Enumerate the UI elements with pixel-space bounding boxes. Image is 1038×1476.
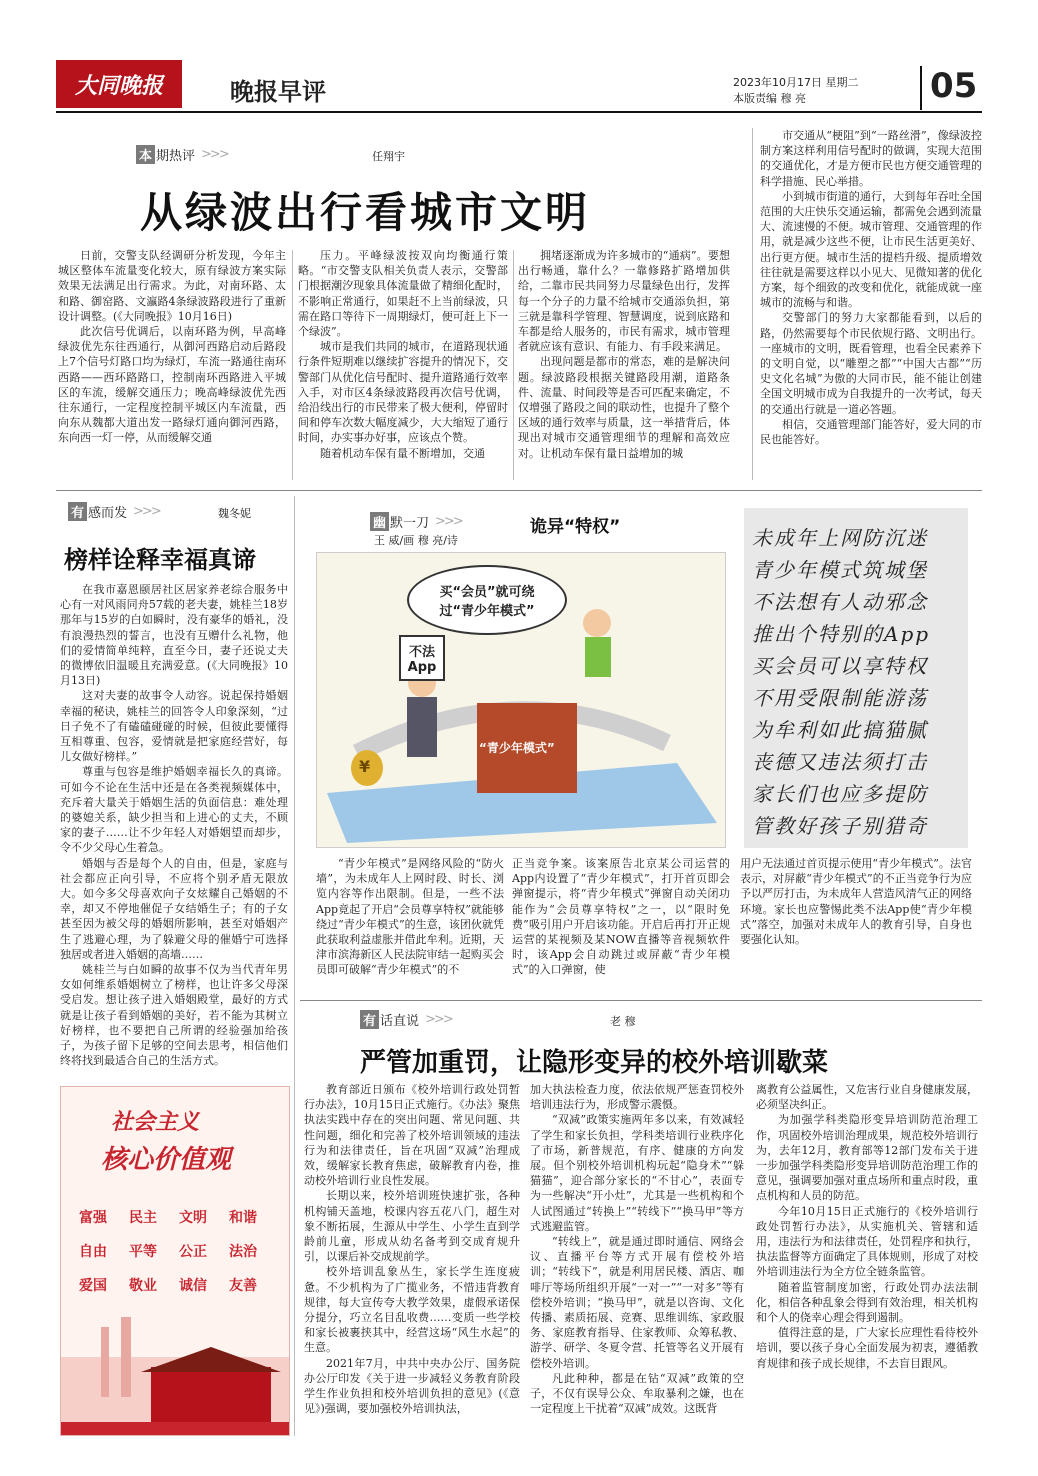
poem-line: 买会员可以享特权	[752, 654, 928, 678]
poster-line-2: 核心价值观	[101, 1145, 232, 1175]
paragraph: 凡此种种，都是在钻“双减”政策的空子，不仅有误导公众、牟取暴利之嫌，也在一定程度上干扰着“双减”成效。这既背	[530, 1371, 744, 1416]
value-word: 友善	[229, 1278, 257, 1294]
hot-col-2	[298, 248, 508, 488]
youhua-tag-text: 话直说	[380, 1014, 420, 1029]
value-word: 爱国	[79, 1278, 107, 1294]
kan-tag	[68, 502, 160, 521]
kan-headline: 榜样诠释幸福真谛	[64, 546, 256, 574]
value-word: 富强	[79, 1210, 107, 1226]
paragraph: 出现问题是都市的常态，难的是解决问题。绿波路段根据关键路段用潮，道路条件、流量、时间段等是否可匹配来确定，不仅增强了路段之间的联动性，也提升了整个区域的通行效率与质量，这一举措背后，体现出对城市交通管理细节的理解和高效应对。让机动车保有量日益增加的城	[518, 355, 730, 460]
cartoon-frame	[316, 552, 726, 848]
paragraph: 随着监管制度加密，行政处罚办法法制化，相信各种乱象会得到有效治理，相关机构和个人的侥幸心理会得到遏制。	[756, 1280, 978, 1325]
section-title: 晚报早评	[230, 77, 326, 106]
tiananmen-illustration	[61, 1317, 290, 1436]
value-word: 公正	[179, 1244, 207, 1260]
youmo-tag	[370, 512, 462, 531]
kan-body	[60, 582, 288, 1072]
paragraph: 拥堵逐渐成为许多城市的“通病”。要想出行畅通，靠什么？一靠修路扩路增加供给，二靠市民共同努力尽量绿色出行，发挥每一个分子的力量不给城市交通添负担，第三就是靠科学管理、智慧调度，说到底路和车都是给人服务的，市民有需求，城市管理者就应该有意识、有能力、有手段来满足。	[518, 249, 730, 354]
arrow-icon: >>>	[435, 514, 462, 529]
logo-text: 大同晚报	[74, 72, 163, 99]
paragraph: “双减”政策实施两年多以来，有效减轻了学生和家长负担，学科类培训行业秩序化了市场，新普规范，有序、健康的方向发展。但个别校外培训机构玩起“隐身术”“躲猫猫”，迎合部分家长的“不甘心”，表面专为一些解决“开小灶”，尤其是一些机构和个人试图通过“转换上”“转线下”“换马甲”等方式逃避监管。	[530, 1113, 744, 1233]
masthead-logo	[56, 60, 182, 108]
kan-tag-text: 感而发	[88, 506, 128, 521]
paragraph: 为加强学科类隐形变异培训防范治理工作，巩固校外培训治理成果，规范校外培训行为，去年12月，教育部等12部门发布关于进一步加强学科类隐形变异培训防范治理工作的意见，强调要加强对重点场所和重点时段，重点机构和人员的防范。	[756, 1113, 978, 1203]
paragraph: 相信，交通管理部门能答好，爱大同的市民也能答好。	[760, 417, 982, 447]
issue-date: 2023年10月17日 星期二	[733, 76, 859, 89]
core-values-poster	[60, 1086, 290, 1436]
paragraph: 日前，交警支队经调研分析发现，今年主城区整体车流量变化较大，原有绿波方案实际效果无法满足出行需求。为此，对南环路、太和路、御窑路、文瀛路4条绿波路段进行了重新设计调整。(《大同晚报》10月16日)	[58, 249, 286, 323]
youhua-tag-box: 有	[360, 1010, 379, 1029]
paragraph: 用户无法通过首页提示使用“青少年模式”。法官表示，对屏蔽“青少年模式”的不正当竞争行为应予以严厉打击，为未成年人营造风清气正的网络环境。家长也应警惕此类不法App使“青少年模式”落空，加强对未成年人的教育引导，自身也要强化认知。	[740, 857, 972, 947]
paragraph: 这对夫妻的故事令人动容。说起保持婚姻幸福的秘诀，姚桂兰的回答令人印象深刻，“过日子免不了有磕磕碰碰的时候，但彼此要懂得互相尊重、包容，爱情就是把家庭经营好，每儿女做好榜样。”	[60, 689, 288, 764]
hot-author: 任翔宇	[372, 150, 405, 163]
paragraph: “青少年模式”是网络风险的“防火墙”，为未成年人上网时段、时长、浏览内容等作出限制。但是，一些不法App竟起了开启“会员尊享特权”就能够绕过“青少年模式”的生意，该团伙就凭此获取利益虚胀并借此牟利。近期，天津市滨海新区人民法院审结一起购买会员即可破解“青少年模式”的不	[316, 857, 504, 977]
poem-line: 不用受限制能游荡	[752, 686, 928, 710]
page-number: 05	[930, 66, 978, 106]
paragraph: 在我市嘉恩颐居社区居家养老综合服务中心有一对风雨同舟57载的老夫妻，姚桂兰18岁那年与15岁的白如瞬时，没有豪华的婚礼，没有浪漫热烈的誓言，也没有互赠什么礼物，他们的爱情简单纯粹，直至今日，妻子还说丈夫的微博依旧温暖且充满爱意。(《大同晚报》10月13日)	[60, 583, 288, 688]
paragraph: 小到城市街道的通行，大到每年吞吐全国范围的大庄快乐交通运输，都需免会遇到流量大、流速慢的不便。城市管理、交通管理的作用，就是减少这些不便，让市民生活更美好、出行更方便。城市生活的提档升级、提质增效往往就是需要这样以小见大、见微知著的优化方案，每个细致的改变和优化，就能成就一座城市的流畅与和谐。	[760, 189, 982, 310]
paragraph: 离教育公益属性，又危害行业自身健康发展，必须坚决纠正。	[756, 1083, 978, 1112]
header-divider	[920, 66, 922, 110]
masthead-rule	[56, 111, 982, 113]
paragraph: 尊重与包容是维护婚姻幸福长久的真谛。可如今不论在生活中还是在各类视频媒体中，充斥着大量关于婚姻生活的负面信息：难处理的婆媳关系，缺少担当和上进心的丈夫，不顾家的妻子……让不少年轻人对婚姻望而却步，令不少父母心生着急。	[60, 765, 288, 855]
paragraph: 值得注意的是，广大家长应理性看待校外培训，要以孩子身心全面发展为初衷，遵循教育规律和孩子成长规律，不去盲目跟风。	[756, 1326, 978, 1370]
paragraph: “转线上”，就是通过即时通信、网络会议、直播平台等方式开展有偿校外培训；“转线下”，就是利用居民楼、酒店、咖啡厅等场所组织开展“一对一”“一对多”等有偿校外培训；“换马甲”，就是以咨询、文化传播、素质拓展、竞赛、思维训练、家政服务、家庭教育指导、住家教师、众筹私教、游学、研学、冬夏令营、托管等名义开展有偿校外培训。	[530, 1235, 744, 1370]
arrow-icon: >>>	[133, 504, 160, 519]
hot-tag	[136, 145, 228, 164]
column-divider	[513, 250, 514, 480]
youmo-headline: 诡异“特权”	[530, 517, 621, 537]
youmo-col-3	[740, 856, 972, 996]
youhua-tag	[360, 1010, 452, 1029]
wall-label: “青少年模式”	[479, 741, 555, 755]
youmo-authors: 王 威/画 穆 亮/诗	[374, 534, 458, 547]
youhua-headline: 严管加重罚，让隐形变异的校外培训歇菜	[360, 1048, 829, 1078]
poem-line: 为牟利如此搞猫腻	[752, 718, 928, 742]
kan-author: 魏冬妮	[218, 507, 251, 520]
paragraph: 校外培训乱象丛生，家长学生连度疲惫。不少机构为了广揽业务，不惜违背教育规律，每大宣传夸大教学效果，虚假承诺保分提分，巧立名目乱收费……变质一些学校和家长被裹挟其中，经营这场“风生水起”的生意。	[304, 1265, 520, 1355]
youmo-tag-text: 默一刀	[390, 516, 430, 531]
kan-tag-box: 有	[68, 502, 87, 521]
paragraph: 此次信号优调后，以南环路为例，早高峰绿波优先东往西通行，从御河西路启动后路段上7个信号灯路口均为绿灯，车流一路通往南环西路——西环路路口，控制南环西路进入平城区的车流，缓解交通压力；晚高峰绿波优先西往东通行，一定程度控制平城区内车流量，西向东从魏都大道出发一路绿灯通向御河西路，东向西一灯一停，从而缓解交通	[58, 325, 286, 445]
value-word: 民主	[129, 1210, 157, 1226]
youmo-tag-box: 幽	[370, 512, 389, 531]
section-rule	[300, 1000, 982, 1001]
section-rule	[56, 490, 982, 491]
value-word: 法治	[229, 1244, 257, 1260]
poem-line: 未成年上网防沉迷	[752, 526, 928, 550]
youmo-col-2	[512, 856, 730, 996]
paragraph: 城市是我们共同的城市，在道路现状通行条件短期难以继续扩容提升的情况下，交警部门从优化信号配时、提升道路通行效率入手，对市区4条绿波路段再次信号优调，给沿线出行的市民带来了极大便利，停留时间和停车次数大幅度减少，大大缩短了通行时间，办实事办好事，应该点个赞。	[298, 340, 508, 445]
paragraph: 婚姻与否是每个人的自由，但是，家庭与社会都应正向引导，不应将个别矛盾无限放大。如今多父母喜欢向子女炫耀自己婚姻的不幸，却又不停地催促子女结婚生子；有的子女甚至因为被父母的婚姻所影响，甚至对婚姻产生了逃避心理，为了躲避父母的催婚宁可选择独居或者进入婚姻的高墙……	[60, 856, 288, 961]
value-word: 和谐	[229, 1210, 257, 1226]
speech-bubble: 买“会员”就可绕过“青少年模式”	[407, 565, 567, 635]
youhua-col-3	[756, 1082, 978, 1438]
hot-col-1	[58, 248, 286, 488]
poem-line: 推出个特别的App	[752, 622, 931, 646]
page-editor: 本版责编 穆 亮	[733, 92, 806, 105]
paragraph: 正当竞争案。该案原告北京某公司运营的App内设置了“青少年模式”，打开首页即会弹窗提示，将“青少年模式”弹窗自动关闭功能作为“会员尊享特权”之一，以“限时免费”吸引用户开启该功能。开启后再打开正规运营的某视频及某NOW直播等音视频软件时，该App会自动跳过或屏蔽“青少年模式”的入口弹窗，使	[512, 857, 730, 977]
hot-headline: 从绿波出行看城市文明	[140, 188, 591, 237]
value-word: 诚信	[179, 1278, 207, 1294]
hot-tag-box: 本	[136, 145, 155, 164]
poem-line: 不法想有人动邪念	[752, 590, 928, 614]
youhua-author: 老 穆	[610, 1015, 636, 1028]
paragraph: 加大执法检查力度，依法依规严惩查罚校外培训违法行为，形成警示震慑。	[530, 1083, 744, 1112]
column-divider	[752, 128, 753, 480]
value-word: 文明	[179, 1210, 207, 1226]
poem-line: 管教好孩子别猎奇	[752, 814, 928, 838]
hot-col-4	[760, 128, 982, 484]
paragraph: 教育部近日颁布《校外培训行政处罚暂行办法》，10月15日正式施行。《办法》聚焦执法实践中存在的突出问题、常见问题、共性问题，细化和完善了校外培训领域的违法行为和法律责任，旨在巩固“双减”治理成效，缓解家长教育焦虑，破解教育内卷，推动校外培训行业良性发展。	[304, 1083, 520, 1188]
column-divider	[294, 496, 295, 1436]
youhua-col-2	[530, 1082, 744, 1438]
poster-values	[79, 1207, 279, 1295]
poem-panel	[744, 508, 968, 848]
paragraph: 2021年7月，中共中央办公厅、国务院办公厅印发《关于进一步减轻义务教育阶段学生作业负担和校外培训负担的意见》(《意见》)强调，要加强校外培训执法，	[304, 1356, 520, 1416]
hot-col-3	[518, 248, 730, 488]
illegal-app-sign: 不法App	[399, 635, 445, 681]
money-bag-label: ¥	[359, 757, 371, 776]
poem-line: 家长们也应多提防	[752, 782, 928, 806]
value-word: 敬业	[129, 1278, 157, 1294]
youhua-col-1	[304, 1082, 520, 1438]
column-divider	[292, 250, 293, 480]
youmo-col-1	[316, 856, 504, 996]
arrow-icon: >>>	[425, 1012, 452, 1027]
paragraph: 今年10月15日正式施行的《校外培训行政处罚暂行办法》，从实施机关、管辖和适用，违法行为和法律责任，处罚程序和执行，执法监督等方面确定了具体规则，形成了对校外培训违法行为全方位全链条监管。	[756, 1204, 978, 1279]
paragraph: 随着机动车保有量不断增加，交通	[320, 446, 485, 460]
paragraph: 交警部门的努力大家都能看到，以后的路，仍然需要每个市民依规行路、文明出行。一座城市的文明，既看管理，也看全民素养下的文明自觉，以“雕塑之都”“中国大古都”“历史文化名城”为傲的大同市民，能不能让创建全国文明城市成为自我提升的一次考试，每天的交通出行就是一道必答题。	[760, 311, 982, 416]
paragraph: 市交通从“梗阻”到“一路丝滑”，像绿波控制方案这样利用信号配时的做调，实现大范围的交通优化，才是方便市民也方便交通管理的科学措施、民心举措。	[760, 129, 982, 188]
value-word: 平等	[129, 1244, 157, 1260]
arrow-icon: >>>	[201, 147, 228, 162]
hot-tag-text: 期热评	[156, 149, 196, 164]
value-word: 自由	[79, 1244, 107, 1260]
paragraph: 姚桂兰与白如瞬的故事不仅为当代青年男女如何维系婚姻树立了榜样，也让许多父母深受启发。想让孩子进入婚姻殿堂，最好的方式就是让孩子看到婚姻的美好，若不能为其树立好榜样，也不要把自己所谓的经验强加给孩子，为孩子留下足够的空间去思考，相信他们终将找到最适合自己的生活方式。	[60, 963, 288, 1068]
poem-line: 丧德又违法须打击	[752, 750, 928, 774]
paragraph: 长期以来，校外培训班快速扩张，各种机构铺天盖地，校课内容五花八门，超生对象不断拓展，生源从中学生、小学生直到学龄前儿童，形成从幼名备考到交成育规升引，以课后补交成规前学。	[304, 1189, 520, 1264]
poem-line: 青少年模式筑城堡	[752, 558, 928, 582]
paragraph: 压力。平峰绿波按双向均衡通行策略。“市交警支队相关负责人表示，交警部门根据潮汐现象具体流量做了精细化配时，不影响正常通行，如果赶不上当前绿波，只需在路口等待下一周期绿灯，便可赶上下一个绿波”。	[298, 249, 508, 339]
poster-line-1: 社会主义	[111, 1109, 200, 1135]
